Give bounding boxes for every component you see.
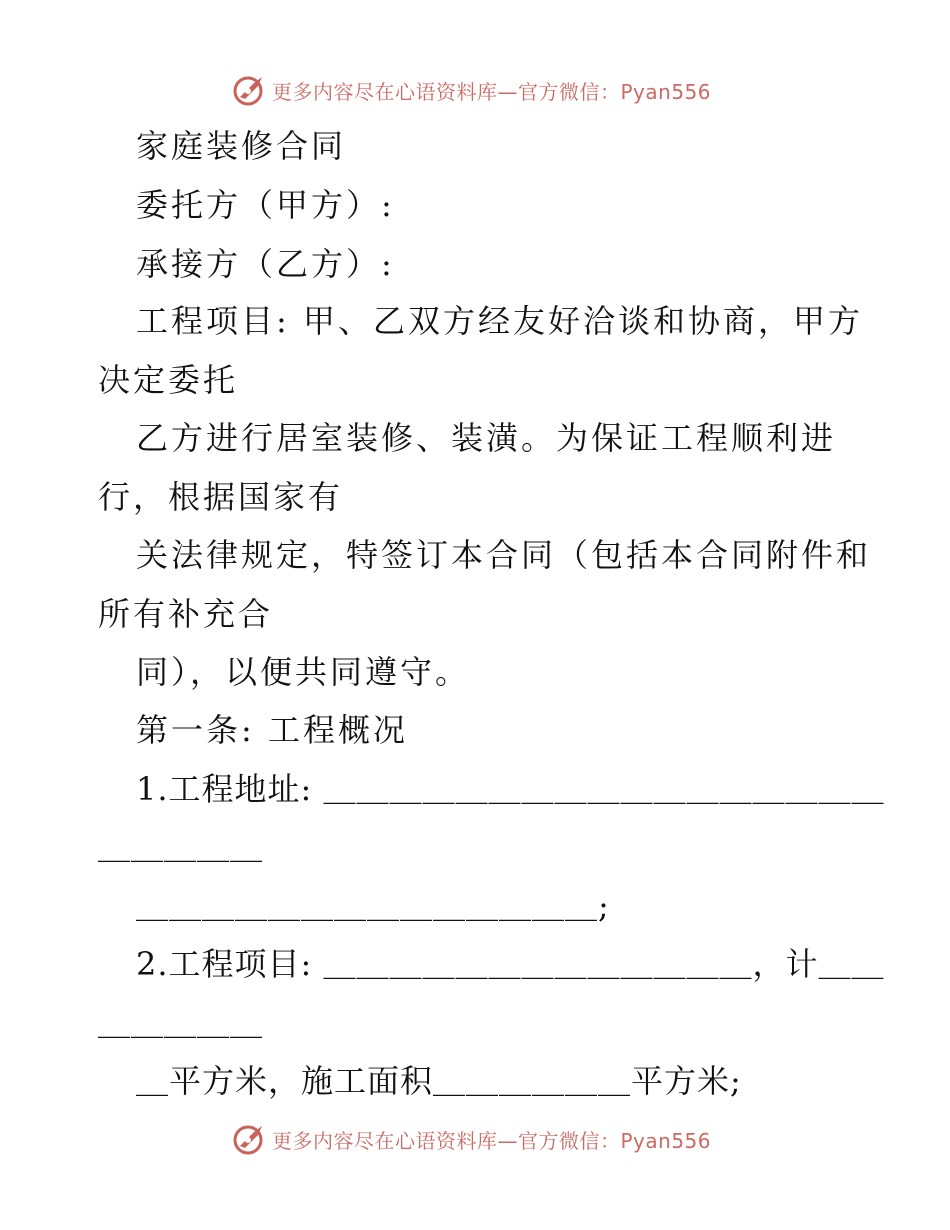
purpose-line-cont: 行，根据国家有: [98, 478, 344, 516]
quill-pen-logo-icon: [232, 1122, 268, 1156]
party-a-line: 委托方（甲方）:: [136, 186, 395, 224]
quill-pen-logo-icon: [232, 73, 268, 107]
project-intro-line-cont: 决定委托: [98, 361, 239, 399]
project-address-line: 1.工程地址: ＿＿＿＿＿＿＿＿＿＿＿＿＿＿＿＿＿: [136, 770, 885, 808]
project-items-line: 2.工程项目: ＿＿＿＿＿＿＿＿＿＿＿＿＿，计＿＿: [136, 945, 885, 983]
project-address-blank-end: ＿＿＿＿＿＿＿＿＿＿＿＿＿＿;: [136, 887, 610, 925]
watermark-text: 更多内容尽在心语资料库—官方微信：Pyan556: [272, 79, 712, 104]
project-address-blank-cont: ＿＿＿＿＿: [98, 828, 264, 866]
contract-title: 家庭装修合同: [136, 127, 347, 165]
watermark-text: 更多内容尽在心语资料库—官方微信：Pyan556: [272, 1128, 712, 1153]
legal-basis-line-cont: 所有补充合: [98, 595, 274, 633]
party-b-line: 承接方（乙方）:: [136, 245, 395, 283]
header-watermark: [232, 73, 711, 107]
project-intro-line: 工程项目: 甲、乙双方经友好洽谈和协商，甲方: [136, 302, 863, 340]
legal-basis-line: 关法律规定，特签订本合同（包括本合同附件和: [136, 536, 872, 574]
purpose-line: 乙方进行居室装修、装潢。为保证工程顺利进: [136, 419, 837, 457]
project-items-blank-cont: ＿＿＿＿＿: [98, 1004, 264, 1042]
article-one-heading: 第一条: 工程概况: [136, 711, 408, 749]
compliance-line: 同），以便共同遵守。: [136, 653, 471, 691]
area-line: ＿平方米，施工面积＿＿＿＿＿＿平方米;: [136, 1062, 742, 1100]
footer-watermark: [232, 1122, 711, 1156]
